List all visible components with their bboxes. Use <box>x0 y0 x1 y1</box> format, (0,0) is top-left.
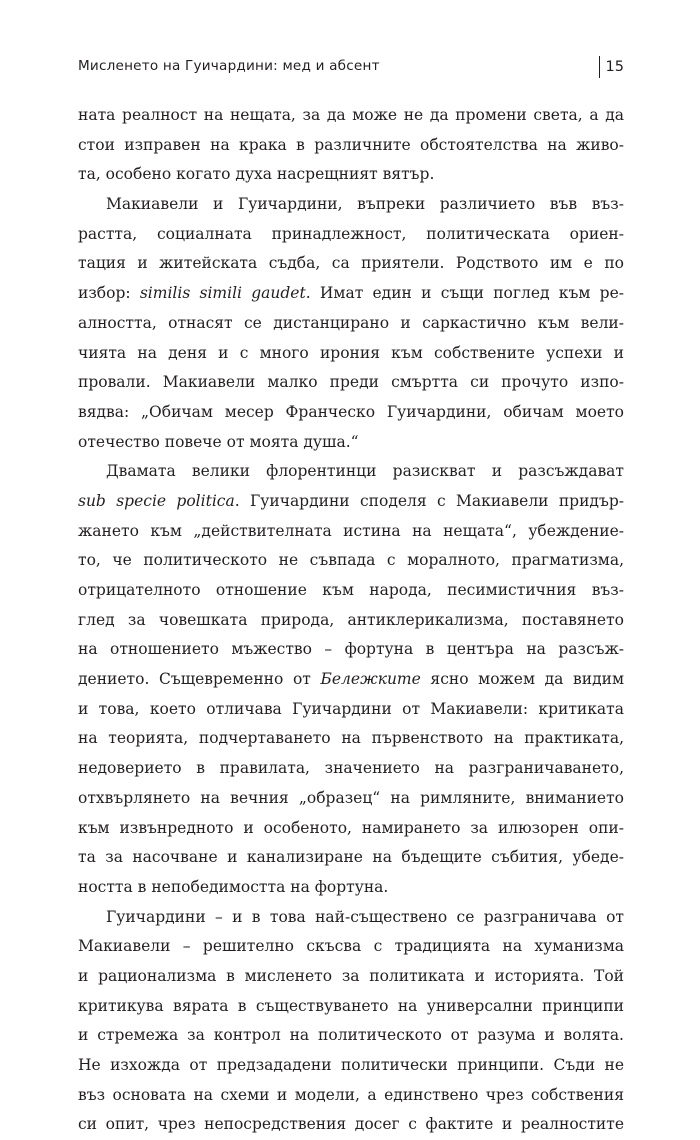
page-number: 15 <box>605 59 624 75</box>
text-line: тация и житейската съдба, са приятели. Родството им е по <box>78 254 624 273</box>
text-line: алността, отнасят се дистанцирано и саркастично към вели- <box>78 313 624 332</box>
text-line: отечество повече от моята душа.“ <box>78 432 359 451</box>
text-line: чията на деня и с много ирония към собствените успехи и <box>78 343 624 362</box>
text-line: и това, което отличава Гуичардини от Макиавели: критиката <box>78 699 624 718</box>
text-line: та за насочване и канализиране на бъдещите събития, убеде- <box>78 848 624 867</box>
text-run: . Гуичардини споделя с Макиавели придър- <box>234 491 624 510</box>
text-line: глед за човешката природа, антиклерикализма, поставянето <box>78 610 624 629</box>
italic-phrase: sub specie politica <box>78 491 235 510</box>
text-line <box>78 279 624 309</box>
text-line: на отношението мъжество – фортуна в центъра на разсъж- <box>78 640 624 659</box>
text-line: Макиавели – решително скъсва с традицията на хуманизма <box>78 937 624 956</box>
text-line: недоверието в правилата, значението на разграничаването, <box>78 759 624 778</box>
text-line: на теорията, подчертаването на първенството на практиката, <box>78 729 624 748</box>
body-text <box>78 101 624 1140</box>
text-line <box>78 665 624 695</box>
page-number-divider <box>599 56 600 78</box>
text-line: стои изправен на крака в различните обстоятелства на живо- <box>78 135 624 154</box>
text-run: ясно можем да видим <box>420 670 625 689</box>
text-line: растта, социалната принадлежност, политическата ориен- <box>78 224 624 243</box>
page-number-block <box>599 56 624 78</box>
text-line: Не изхожда от предзададени политически принципи. Съди не <box>78 1056 624 1074</box>
italic-phrase: Бележките <box>320 670 421 689</box>
text-line: ността в непобедимостта на фортуна. <box>78 877 389 896</box>
text-line <box>78 487 624 517</box>
text-line: провали. Макиавели малко преди смъртта си прочуто изпо- <box>78 373 624 392</box>
running-title: Мисленето на Гуичардини: мед и абсент <box>78 58 380 74</box>
italic-phrase: similis simili gaudet <box>139 284 306 303</box>
text-line: ната реалност на нещата, за да може не да промени света, а да <box>78 106 624 124</box>
text-line: Двамата велики флорентинци разискват и разсъждават <box>106 462 624 481</box>
text-line: въз основата на схеми и модели, а единствено чрез собствения <box>78 1085 624 1104</box>
text-line: отрицателното отношение към народа, песимистичния въз- <box>78 581 624 599</box>
text-line: и рационализма в мисленето за политиката и историята. Той <box>78 966 624 985</box>
text-line: вядва: „Обичам месер Франческо Гуичардини, обичам моето <box>78 402 624 421</box>
text-line: то, че политическото не съвпада с моралното, прагматизма, <box>78 551 624 570</box>
page-header <box>78 58 624 80</box>
text-line: Макиавели и Гуичардини, въпреки различието във въз- <box>106 195 624 214</box>
text-line: жането към „действителната истина на нещата“, убеждение- <box>78 521 624 540</box>
text-run: избор: <box>78 284 140 303</box>
text-line: и стремежа за контрол на политическото от разума и волята. <box>78 1026 624 1045</box>
text-run: . Имат един и същи поглед към ре- <box>305 284 624 303</box>
text-line: към извънредното и особеното, намирането за илюзорен опи- <box>78 818 624 837</box>
text-line: критикува вярата в съществуването на универсални принципи <box>78 996 624 1015</box>
text-line: отхвърлянето на вечния „образец“ на римляните, вниманието <box>78 788 624 807</box>
text-line: си опит, чрез непосредствения досег с фактите и реалностите <box>78 1115 624 1134</box>
text-run: дението. Същевременно от <box>78 670 321 689</box>
text-line: та, особено когато духа насрещният вятър. <box>78 165 435 184</box>
text-line: Гуичардини – и в това най-съществено се разграничава от <box>106 907 624 926</box>
